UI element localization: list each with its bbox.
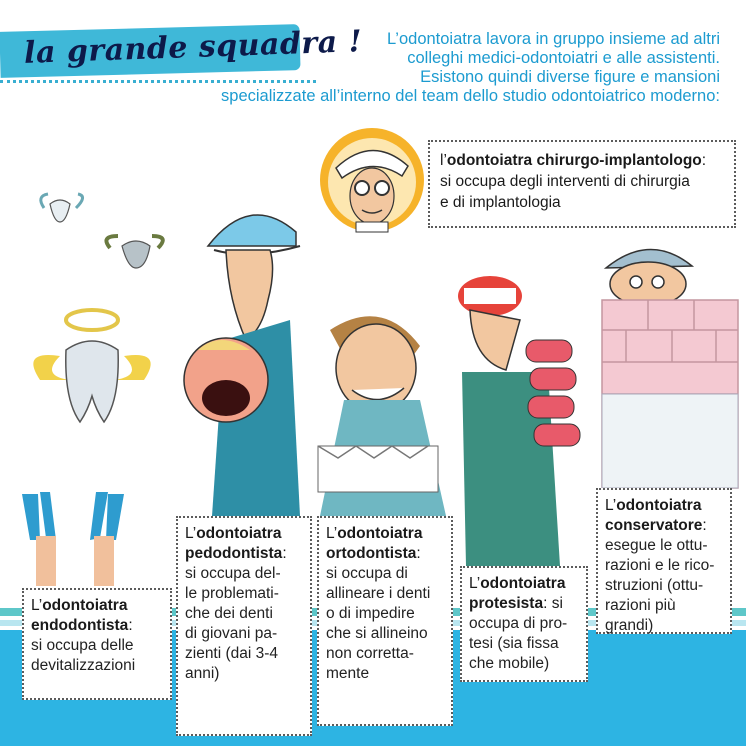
box-line: si occupa del- [185, 565, 281, 582]
surgeon-implantologist-box [428, 140, 736, 228]
box-line: grandi) [605, 617, 654, 634]
flying-teeth-icon [41, 194, 163, 268]
box-line: o di impedire [326, 605, 415, 622]
box-line: si occupa degli interventi di chirurgia [440, 173, 690, 190]
box-line: le problemati- [185, 585, 279, 602]
intro-line: colleghi medici-odontoiatri e alle assistenti. [407, 49, 720, 67]
box-line: che mobile) [469, 655, 550, 672]
box-line: che dei denti [185, 605, 273, 622]
box-line: razioni e le rico- [605, 557, 715, 574]
box-line: anni) [185, 665, 220, 682]
box-line: esegue le ottu- [605, 537, 708, 554]
orthodontist-box [317, 516, 453, 726]
intro-line: L’odontoiatra lavora in gruppo insieme ad altri [387, 30, 720, 48]
conservative-dentist-box [596, 488, 732, 634]
box-line: si occupa delle [31, 637, 134, 654]
box-line: devitalizzazioni [31, 657, 136, 674]
pedodontist-box [176, 516, 312, 736]
orthodontist-character-icon [318, 316, 446, 516]
box-line: tesi (sia fissa [469, 635, 559, 652]
box-heading: conservatore: [605, 517, 707, 534]
box-line: si occupa di [326, 565, 408, 582]
intro-line: Esistono quindi diverse figure e mansioni [420, 68, 720, 86]
box-line: non corretta- [326, 645, 414, 662]
box-line: che si allineino [326, 625, 428, 642]
box-heading: pedodontista: [185, 545, 287, 562]
intro-paragraph [0, 30, 720, 106]
box-line: e di implantologia [440, 194, 561, 211]
blue-gloves-icon [22, 492, 124, 586]
box-line: struzioni (ottu- [605, 577, 704, 594]
box-line: di giovani pa- [185, 625, 278, 642]
prosthodontist-character-icon [458, 276, 580, 566]
box-heading: l’odontoiatra chirurgo-implantologo: [440, 152, 707, 169]
prosthodontist-box [460, 566, 588, 682]
box-line: razioni più [605, 597, 676, 614]
angel-tooth-icon [33, 310, 150, 422]
box-heading: protesista: si [469, 595, 563, 612]
page-title: la grande squadra ! [23, 24, 363, 71]
box-heading: L’odontoiatra [31, 597, 128, 614]
box-heading: L’odontoiatra [326, 525, 423, 542]
endodontist-box [22, 588, 172, 700]
box-heading: ortodontista: [326, 545, 421, 562]
intro-line: specializzate all’interno del team dello studio odontoiatrico moderno: [221, 87, 720, 105]
box-line: zienti (dai 3-4 [185, 645, 279, 662]
pedodontist-character-icon [184, 215, 300, 516]
box-heading: L’odontoiatra [605, 497, 702, 514]
box-heading: L’odontoiatra [469, 575, 566, 592]
box-line: mente [326, 665, 370, 682]
box-heading: endodontista: [31, 617, 133, 634]
box-line: allineare i denti [326, 585, 431, 602]
surgeon-portrait-icon [320, 128, 424, 232]
conservative-dentist-character-icon [602, 249, 738, 488]
box-heading: L’odontoiatra [185, 525, 282, 542]
box-line: occupa di pro- [469, 615, 568, 632]
